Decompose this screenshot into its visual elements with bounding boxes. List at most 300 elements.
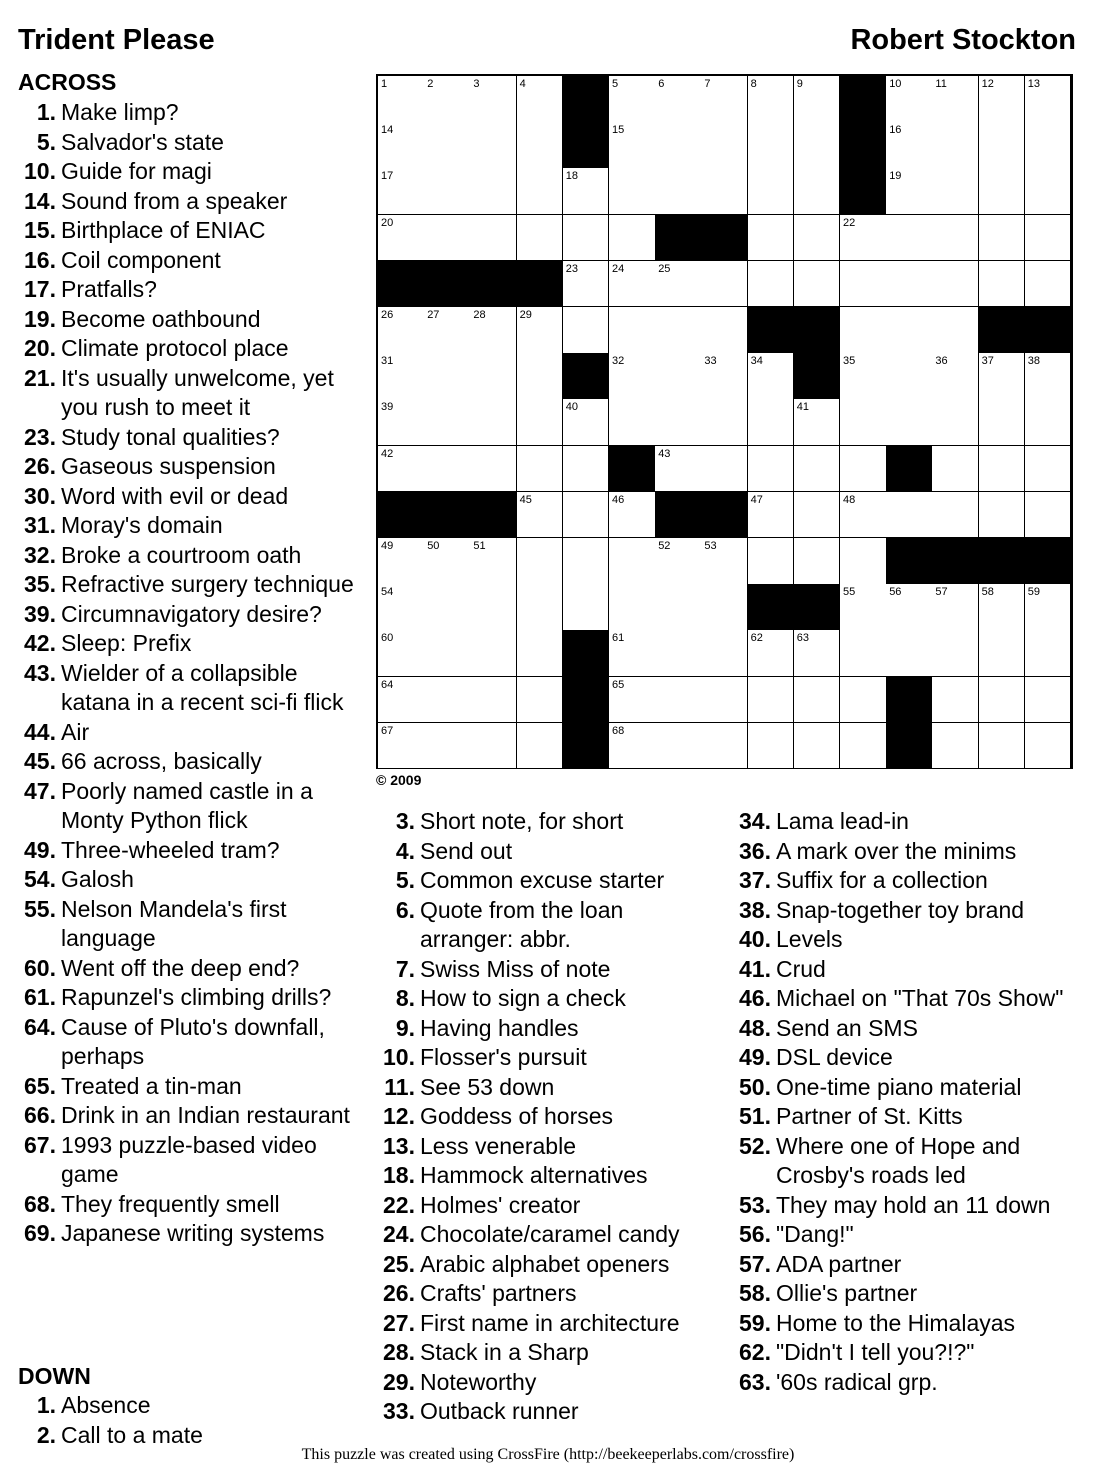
- grid-cell[interactable]: [378, 307, 425, 354]
- grid-cell[interactable]: [517, 492, 564, 539]
- grid-cell[interactable]: [748, 76, 795, 123]
- cell-number: 41: [796, 401, 810, 414]
- grid-cell[interactable]: [563, 307, 610, 354]
- grid-cell[interactable]: [701, 307, 748, 354]
- grid-cell[interactable]: [424, 538, 471, 585]
- grid-cell[interactable]: [563, 492, 610, 539]
- grid-block: [470, 261, 517, 308]
- grid-cell[interactable]: [748, 399, 795, 446]
- grid-cell[interactable]: [424, 307, 471, 354]
- clue-item: [18, 98, 366, 128]
- grid-cell[interactable]: [748, 723, 795, 770]
- clue-item: [18, 718, 366, 748]
- grid-cell[interactable]: [424, 353, 471, 400]
- grid-cell[interactable]: [424, 723, 471, 770]
- grid-cell[interactable]: [378, 122, 425, 169]
- grid-cell[interactable]: [886, 76, 933, 123]
- grid-cell[interactable]: [655, 261, 702, 308]
- grid-cell[interactable]: [470, 215, 517, 262]
- clue-number: 41.: [739, 955, 771, 982]
- grid-cell[interactable]: [1025, 399, 1072, 446]
- clue-number: 14.: [24, 187, 56, 214]
- grid-cell[interactable]: [886, 630, 933, 677]
- grid-cell[interactable]: [979, 492, 1026, 539]
- grid-cell[interactable]: [470, 76, 517, 123]
- grid-cell[interactable]: [1025, 492, 1072, 539]
- cell-number: 18: [565, 170, 579, 183]
- clue-number: 27.: [383, 1309, 415, 1336]
- grid-cell[interactable]: [470, 168, 517, 215]
- clue-number: 33.: [383, 1398, 415, 1424]
- clue-number: 49.: [24, 836, 56, 863]
- clue-text: Hammock alternatives: [420, 1162, 648, 1188]
- cell-number: 7: [704, 78, 711, 90]
- grid-cell[interactable]: [979, 353, 1026, 400]
- grid-cell[interactable]: [1025, 76, 1072, 123]
- clue-item: [18, 187, 366, 217]
- grid-cell[interactable]: [470, 630, 517, 677]
- grid-cell[interactable]: [886, 399, 933, 446]
- grid-cell[interactable]: [748, 446, 795, 493]
- clue-text: Galosh: [61, 866, 134, 892]
- grid-cell[interactable]: [517, 584, 564, 631]
- grid-block: [748, 307, 795, 354]
- clue-number: 60.: [24, 954, 56, 981]
- clue-number: 64.: [24, 1013, 56, 1040]
- clue-number: 61.: [24, 984, 56, 1010]
- clue-text: Short note, for short: [420, 808, 624, 834]
- grid-block: [655, 492, 702, 539]
- grid-cell[interactable]: [609, 353, 656, 400]
- grid-cell[interactable]: [424, 584, 471, 631]
- clue-text: Three-wheeled tram?: [61, 836, 280, 863]
- clue-text: Noteworthy: [420, 1368, 537, 1395]
- clue-item: [18, 216, 366, 246]
- grid-cell[interactable]: [378, 723, 425, 770]
- grid-cell[interactable]: [840, 677, 887, 724]
- grid-cell[interactable]: [655, 677, 702, 724]
- grid-cell[interactable]: [609, 307, 656, 354]
- clue-item: [734, 984, 1074, 1014]
- grid-cell[interactable]: [470, 723, 517, 770]
- grid-cell[interactable]: [979, 630, 1026, 677]
- grid-cell[interactable]: [701, 446, 748, 493]
- grid-cell[interactable]: [886, 168, 933, 215]
- grid-block: [748, 584, 795, 631]
- clue-item: [18, 836, 366, 866]
- clue-text: Snap-together toy brand: [776, 896, 1025, 923]
- grid-block: [424, 261, 471, 308]
- cell-number: 39: [381, 401, 394, 414]
- grid-cell[interactable]: [748, 630, 795, 677]
- grid-cell[interactable]: [748, 353, 795, 400]
- grid-cell[interactable]: [886, 122, 933, 169]
- grid-block: [1025, 307, 1072, 354]
- clue-text: Home to the Himalayas: [776, 1309, 1016, 1336]
- grid-cell[interactable]: [748, 215, 795, 262]
- clue-number: 4.: [395, 837, 415, 864]
- grid-cell[interactable]: [655, 538, 702, 585]
- grid-cell[interactable]: [794, 538, 841, 585]
- grid-cell[interactable]: [378, 399, 425, 446]
- grid-cell[interactable]: [932, 307, 979, 354]
- grid-cell[interactable]: [932, 353, 979, 400]
- grid-cell[interactable]: [932, 168, 979, 215]
- grid-cell[interactable]: [701, 677, 748, 724]
- clue-text: Send out: [420, 837, 513, 864]
- cell-number: 13: [1027, 78, 1041, 90]
- grid-cell[interactable]: [748, 261, 795, 308]
- clue-item: [376, 1073, 722, 1103]
- grid-cell[interactable]: [794, 630, 841, 677]
- clue-item: [734, 1132, 1074, 1191]
- cell-number: 15: [612, 124, 625, 137]
- cell-number: 24: [612, 262, 625, 275]
- grid-cell[interactable]: [470, 353, 517, 400]
- grid-cell[interactable]: [378, 446, 425, 493]
- clue-item: [734, 1191, 1074, 1221]
- grid-cell[interactable]: [378, 630, 425, 677]
- clue-text: Climate protocol place: [61, 335, 289, 361]
- grid-cell[interactable]: [563, 261, 610, 308]
- grid-cell[interactable]: [979, 76, 1026, 123]
- grid-cell[interactable]: [932, 261, 979, 308]
- clue-number: 3.: [395, 808, 415, 834]
- grid-cell[interactable]: [563, 446, 610, 493]
- grid-cell[interactable]: [748, 168, 795, 215]
- cell-number: 40: [565, 401, 579, 414]
- grid-cell[interactable]: [1025, 353, 1072, 400]
- grid-cell[interactable]: [424, 446, 471, 493]
- clue-item: [734, 837, 1074, 867]
- grid-cell[interactable]: [609, 630, 656, 677]
- grid-cell[interactable]: [655, 307, 702, 354]
- grid-cell[interactable]: [517, 538, 564, 585]
- grid-cell[interactable]: [932, 677, 979, 724]
- grid-cell[interactable]: [701, 399, 748, 446]
- clue-text: Chocolate/caramel candy: [420, 1221, 680, 1247]
- grid-cell[interactable]: [563, 584, 610, 631]
- clue-number: 55.: [24, 895, 56, 922]
- grid-block: [563, 723, 610, 770]
- grid-cell[interactable]: [424, 76, 471, 123]
- across-heading: ACROSS: [18, 69, 117, 95]
- clue-number: 57.: [739, 1250, 771, 1277]
- grid-cell[interactable]: [748, 492, 795, 539]
- grid-cell[interactable]: [794, 215, 841, 262]
- clue-text: Quote from the loan arranger: abbr.: [420, 896, 624, 952]
- grid-cell[interactable]: [886, 584, 933, 631]
- grid-cell[interactable]: [840, 630, 887, 677]
- clue-item: [734, 1014, 1074, 1044]
- clue-text: Nelson Mandela's first language: [61, 895, 287, 951]
- grid-cell[interactable]: [1025, 446, 1072, 493]
- cell-number: 43: [658, 447, 671, 460]
- grid-block: [378, 492, 425, 539]
- clue-text: Guide for magi: [61, 158, 212, 184]
- cell-number: 50: [427, 540, 440, 552]
- clue-text: ADA partner: [776, 1250, 902, 1277]
- clue-text: Word with evil or dead: [61, 482, 289, 509]
- grid-cell[interactable]: [886, 215, 933, 262]
- clue-number: 5.: [395, 867, 415, 893]
- grid-cell[interactable]: [378, 215, 425, 262]
- grid-cell[interactable]: [748, 677, 795, 724]
- grid-cell[interactable]: [517, 630, 564, 677]
- clue-item: [376, 1397, 722, 1427]
- grid-cell[interactable]: [424, 630, 471, 677]
- grid-cell[interactable]: [1025, 677, 1072, 724]
- grid-cell[interactable]: [840, 538, 887, 585]
- grid-cell[interactable]: [655, 723, 702, 770]
- clue-text: Gaseous suspension: [61, 453, 276, 479]
- grid-cell[interactable]: [609, 538, 656, 585]
- grid-cell[interactable]: [701, 168, 748, 215]
- grid-cell[interactable]: [655, 399, 702, 446]
- grid-cell[interactable]: [655, 353, 702, 400]
- grid-cell[interactable]: [979, 168, 1026, 215]
- clue-number: 22.: [383, 1191, 415, 1218]
- grid-cell[interactable]: [655, 446, 702, 493]
- grid-cell[interactable]: [886, 261, 933, 308]
- cell-number: 33: [704, 355, 717, 368]
- cell-number: 61: [612, 632, 625, 645]
- grid-cell[interactable]: [701, 353, 748, 400]
- grid-cell[interactable]: [840, 307, 887, 354]
- grid-cell[interactable]: [979, 122, 1026, 169]
- grid-cell[interactable]: [701, 76, 748, 123]
- grid-cell[interactable]: [1025, 122, 1072, 169]
- grid-cell[interactable]: [470, 446, 517, 493]
- grid-cell[interactable]: [794, 492, 841, 539]
- grid-cell[interactable]: [701, 261, 748, 308]
- clue-number: 6.: [395, 896, 415, 923]
- cell-number: 4: [519, 78, 526, 90]
- grid-cell[interactable]: [979, 677, 1026, 724]
- cell-number: 11: [935, 78, 947, 90]
- clue-item: [376, 1132, 722, 1162]
- clue-item: [18, 570, 366, 600]
- cell-number: 67: [381, 724, 394, 737]
- clue-text: A mark over the minims: [776, 837, 1017, 864]
- grid-cell[interactable]: [840, 446, 887, 493]
- grid-cell[interactable]: [609, 122, 656, 169]
- grid-cell[interactable]: [979, 446, 1026, 493]
- grid-cell[interactable]: [701, 122, 748, 169]
- grid-cell[interactable]: [517, 76, 564, 123]
- cell-number: 59: [1027, 586, 1041, 599]
- clue-text: Outback runner: [420, 1398, 579, 1424]
- grid-cell[interactable]: [609, 399, 656, 446]
- grid-cell[interactable]: [378, 168, 425, 215]
- clue-text: Refractive surgery technique: [61, 571, 354, 597]
- grid-cell[interactable]: [470, 584, 517, 631]
- grid-cell[interactable]: [470, 677, 517, 724]
- grid-cell[interactable]: [840, 353, 887, 400]
- grid-cell[interactable]: [886, 353, 933, 400]
- cell-number: 23: [565, 262, 579, 275]
- grid-cell[interactable]: [470, 399, 517, 446]
- grid-cell[interactable]: [609, 76, 656, 123]
- grid-cell[interactable]: [517, 122, 564, 169]
- grid-cell[interactable]: [1025, 261, 1072, 308]
- clue-number: 1.: [36, 1392, 56, 1418]
- grid-cell[interactable]: [979, 723, 1026, 770]
- cell-number: 47: [750, 493, 763, 506]
- grid-cell[interactable]: [701, 723, 748, 770]
- cell-number: 28: [473, 309, 486, 321]
- grid-cell[interactable]: [424, 168, 471, 215]
- grid-cell[interactable]: [609, 677, 656, 724]
- grid-cell[interactable]: [1025, 215, 1072, 262]
- grid-cell[interactable]: [609, 584, 656, 631]
- grid-cell[interactable]: [932, 399, 979, 446]
- clue-item: [18, 511, 366, 541]
- grid-cell[interactable]: [840, 261, 887, 308]
- cell-number: 25: [658, 262, 671, 275]
- grid-cell[interactable]: [609, 168, 656, 215]
- clue-item: [18, 954, 366, 984]
- grid-cell[interactable]: [748, 538, 795, 585]
- grid-cell[interactable]: [701, 538, 748, 585]
- grid-cell[interactable]: [655, 168, 702, 215]
- clue-text: Japanese writing systems: [61, 1220, 325, 1246]
- grid-block: [794, 307, 841, 354]
- grid-cell[interactable]: [424, 399, 471, 446]
- grid-cell[interactable]: [794, 76, 841, 123]
- grid-cell[interactable]: [470, 122, 517, 169]
- grid-cell[interactable]: [748, 122, 795, 169]
- grid-cell[interactable]: [840, 492, 887, 539]
- grid-cell[interactable]: [794, 446, 841, 493]
- grid-cell[interactable]: [979, 215, 1026, 262]
- grid-cell[interactable]: [840, 399, 887, 446]
- grid-cell[interactable]: [470, 307, 517, 354]
- grid-cell[interactable]: [609, 723, 656, 770]
- grid-cell[interactable]: [378, 353, 425, 400]
- grid-cell[interactable]: [1025, 723, 1072, 770]
- clue-number: 5.: [36, 128, 56, 155]
- grid-cell[interactable]: [794, 122, 841, 169]
- cell-number: 46: [612, 493, 625, 506]
- grid-cell[interactable]: [794, 261, 841, 308]
- grid-cell[interactable]: [932, 122, 979, 169]
- cell-number: 65: [612, 678, 625, 691]
- grid-cell[interactable]: [840, 584, 887, 631]
- grid-cell[interactable]: [517, 446, 564, 493]
- grid-cell[interactable]: [840, 215, 887, 262]
- grid-cell[interactable]: [1025, 584, 1072, 631]
- clue-item: [376, 1368, 722, 1398]
- grid-cell[interactable]: [378, 677, 425, 724]
- grid-cell[interactable]: [655, 76, 702, 123]
- grid-cell[interactable]: [701, 584, 748, 631]
- clue-number: 65.: [24, 1072, 56, 1099]
- clue-item: [18, 629, 366, 659]
- grid-block: [563, 353, 610, 400]
- grid-cell[interactable]: [932, 723, 979, 770]
- clue-text: See 53 down: [420, 1073, 555, 1100]
- grid-cell[interactable]: [517, 307, 564, 354]
- grid-cell[interactable]: [609, 261, 656, 308]
- grid-cell[interactable]: [517, 399, 564, 446]
- clue-number: 16.: [24, 246, 56, 273]
- clue-item: [18, 1101, 366, 1131]
- grid-cell[interactable]: [655, 122, 702, 169]
- cell-number: 51: [473, 540, 486, 552]
- grid-cell[interactable]: [563, 215, 610, 262]
- clue-item: [376, 984, 722, 1014]
- grid-cell[interactable]: [378, 584, 425, 631]
- clue-text: Swiss Miss of note: [420, 955, 611, 982]
- grid-cell[interactable]: [1025, 630, 1072, 677]
- grid-cell[interactable]: [609, 492, 656, 539]
- clue-text: Where one of Hope and Crosby's roads led: [776, 1132, 1021, 1188]
- clue-item: [376, 1309, 722, 1339]
- grid-cell[interactable]: [932, 76, 979, 123]
- grid-cell[interactable]: [979, 261, 1026, 308]
- cell-number: 37: [981, 355, 994, 368]
- grid-cell[interactable]: [701, 630, 748, 677]
- grid-cell[interactable]: [794, 168, 841, 215]
- grid-cell[interactable]: [517, 353, 564, 400]
- grid-cell[interactable]: [517, 723, 564, 770]
- clue-text: 66 across, basically: [61, 748, 262, 774]
- grid-cell[interactable]: [378, 538, 425, 585]
- clue-item: [734, 1220, 1074, 1250]
- grid-cell[interactable]: [794, 677, 841, 724]
- grid-cell[interactable]: [886, 307, 933, 354]
- grid-cell[interactable]: [794, 723, 841, 770]
- grid-cell[interactable]: [609, 215, 656, 262]
- grid-cell[interactable]: [517, 215, 564, 262]
- grid-cell[interactable]: [932, 492, 979, 539]
- clue-text: Air: [61, 718, 90, 745]
- grid-cell[interactable]: [886, 492, 933, 539]
- cell-number: 17: [381, 170, 394, 183]
- grid-cell[interactable]: [979, 399, 1026, 446]
- grid-cell[interactable]: [794, 399, 841, 446]
- grid-block: [794, 353, 841, 400]
- grid-cell[interactable]: [424, 677, 471, 724]
- grid-cell[interactable]: [424, 122, 471, 169]
- grid-cell[interactable]: [1025, 168, 1072, 215]
- clue-item: [18, 423, 366, 453]
- grid-cell[interactable]: [932, 446, 979, 493]
- grid-cell[interactable]: [378, 76, 425, 123]
- clue-item: [376, 1279, 722, 1309]
- grid-cell[interactable]: [563, 399, 610, 446]
- grid-cell[interactable]: [470, 538, 517, 585]
- grid-cell[interactable]: [563, 168, 610, 215]
- clue-number: 40.: [739, 926, 771, 952]
- grid-cell[interactable]: [979, 584, 1026, 631]
- grid-cell[interactable]: [517, 168, 564, 215]
- grid-cell[interactable]: [932, 630, 979, 677]
- grid-cell[interactable]: [932, 584, 979, 631]
- grid-cell[interactable]: [424, 215, 471, 262]
- grid-cell[interactable]: [840, 723, 887, 770]
- grid-cell[interactable]: [517, 677, 564, 724]
- grid-cell[interactable]: [655, 584, 702, 631]
- grid-cell[interactable]: [655, 630, 702, 677]
- clue-item: [18, 1219, 366, 1249]
- clue-item: [734, 1250, 1074, 1280]
- grid-cell[interactable]: [563, 538, 610, 585]
- grid-cell[interactable]: [932, 215, 979, 262]
- clue-item: [18, 128, 366, 158]
- grid-block: [932, 538, 979, 585]
